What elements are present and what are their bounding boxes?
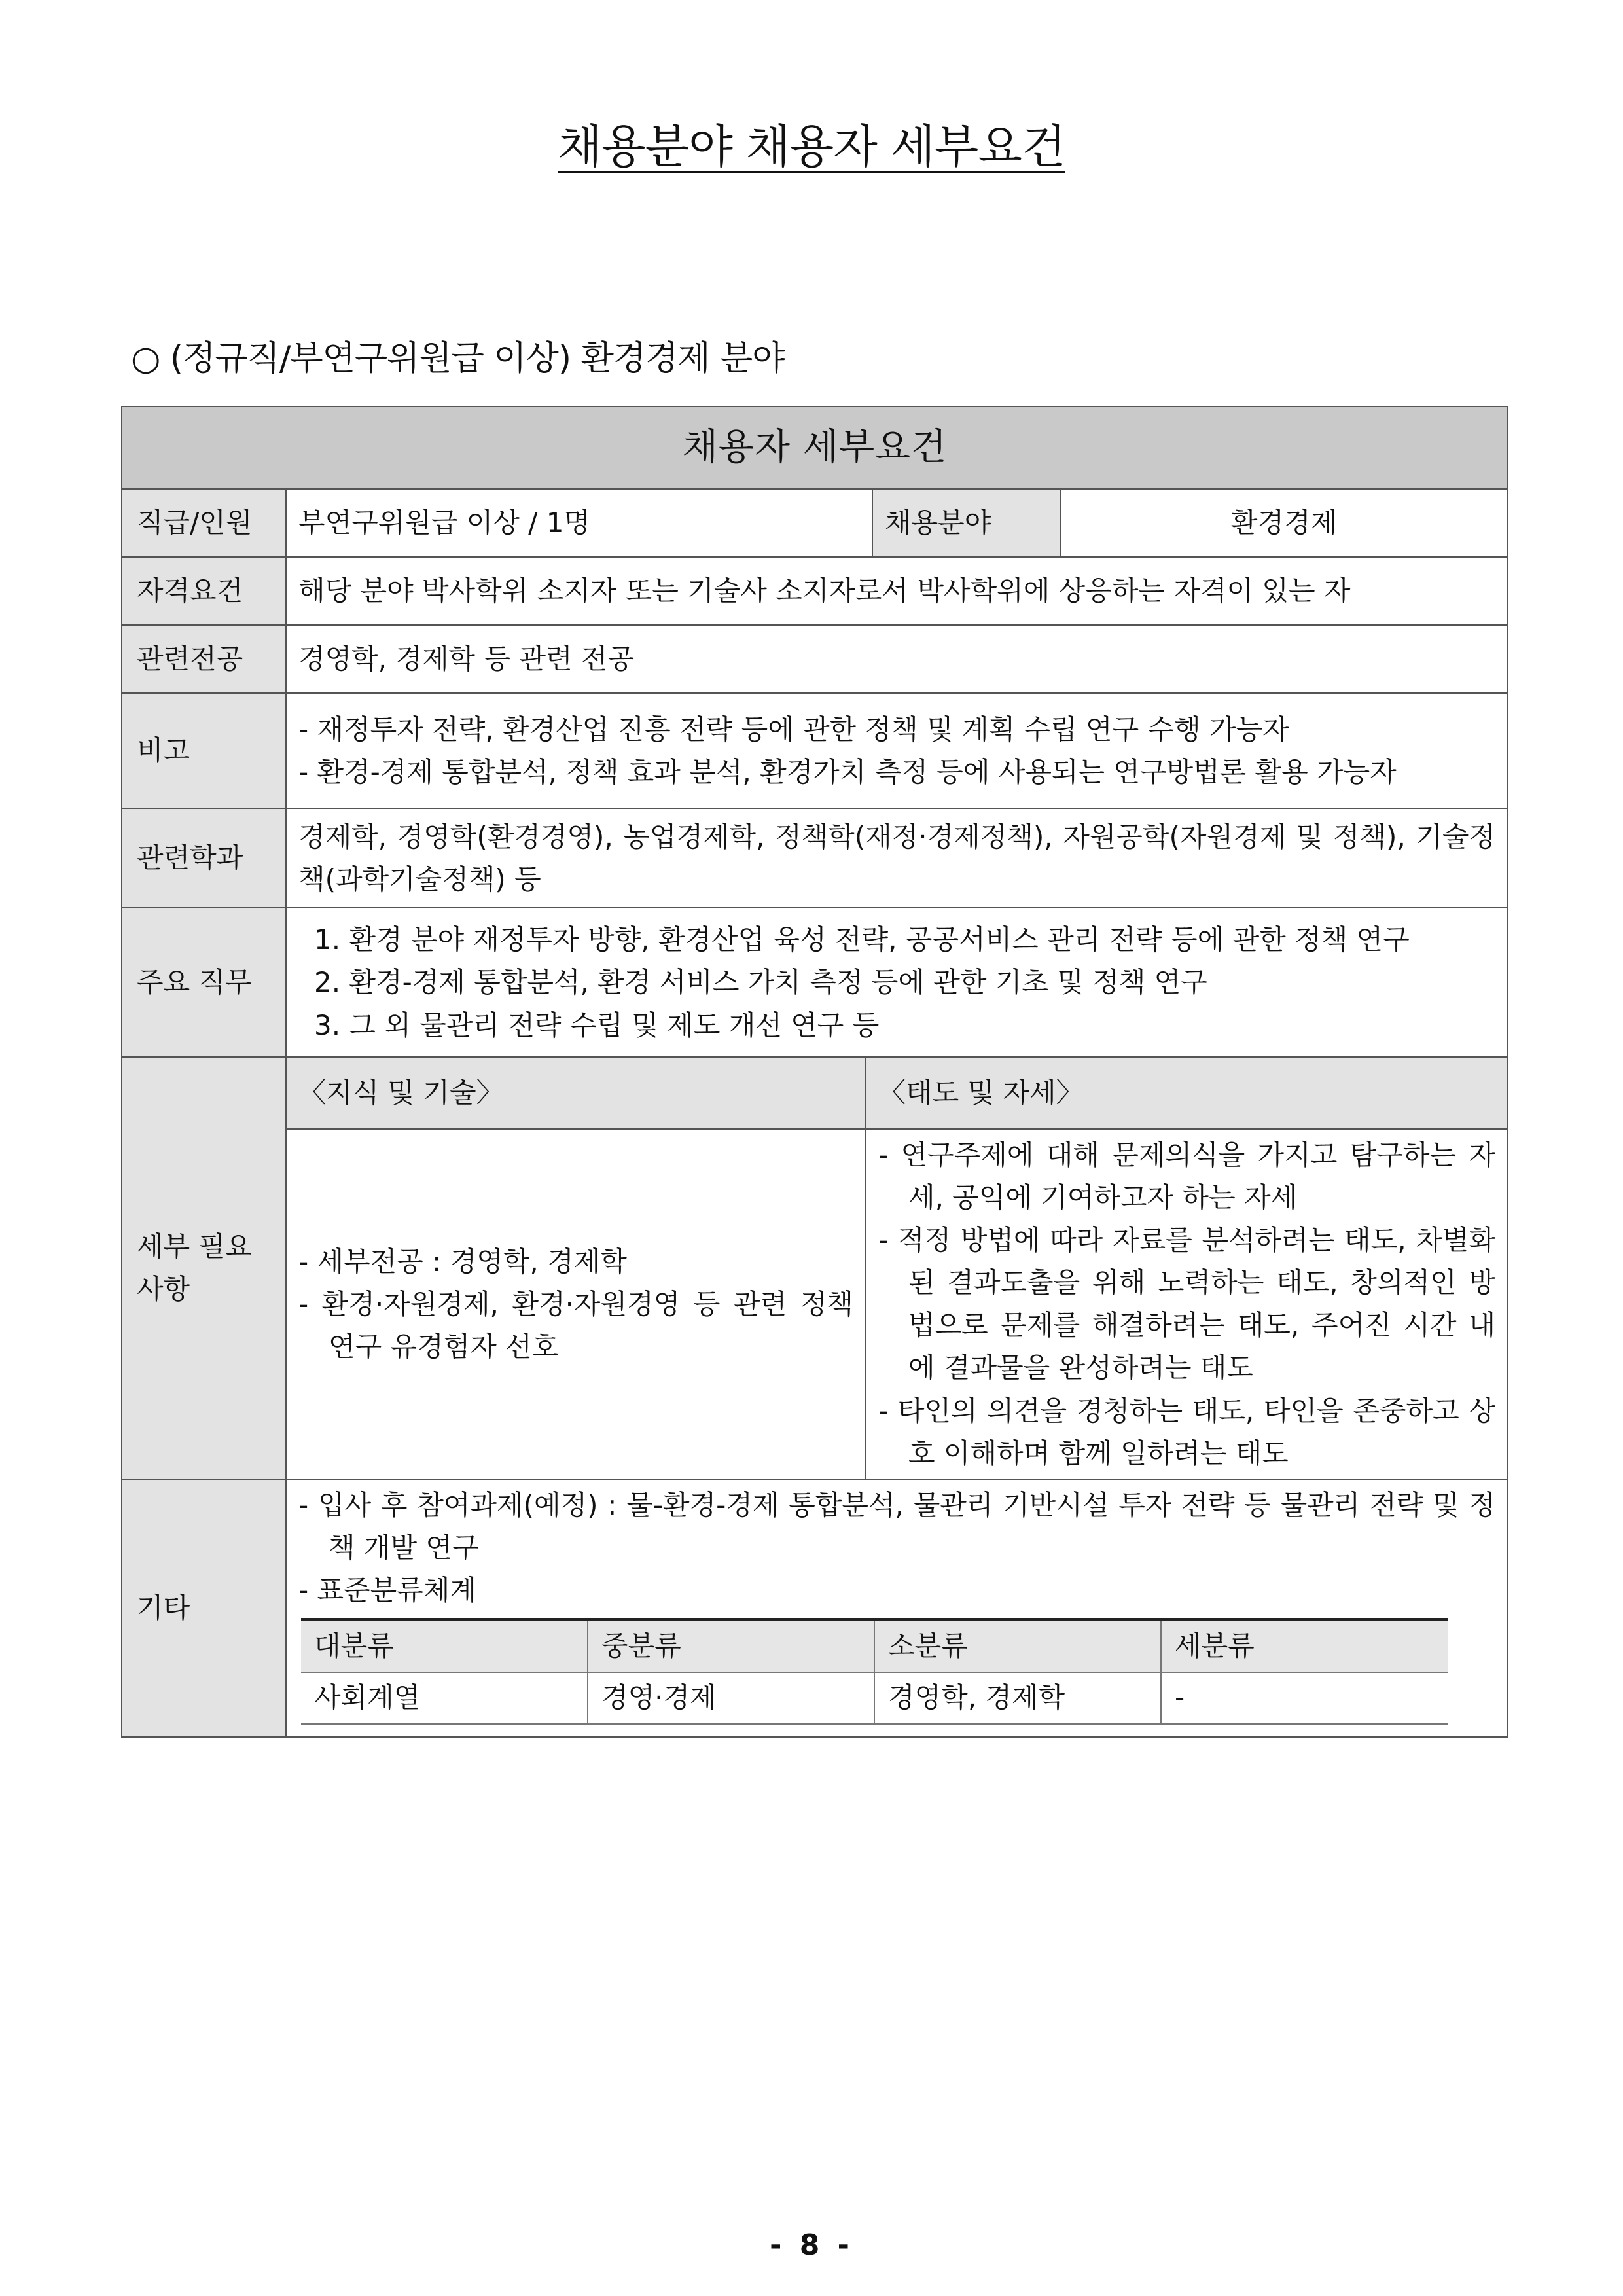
classification-cell: - (1161, 1672, 1448, 1724)
table-row (301, 1672, 1448, 1724)
classification-cell: 경영학, 경제학 (874, 1672, 1161, 1724)
details-cell (286, 1057, 1508, 1479)
page-number: - 8 - (770, 2229, 853, 2262)
table-row (122, 1057, 1508, 1479)
remarks-value (286, 693, 1508, 808)
table-row (122, 908, 1508, 1057)
table-row (122, 557, 1508, 625)
page-title: 채용분야 채용자 세부요건 (558, 120, 1065, 173)
table-row (122, 693, 1508, 808)
knowledge-list (287, 1129, 866, 1479)
knowledge-item: - 세부전공 : 경영학, 경제학 (298, 1245, 627, 1278)
duty-item: 3. 그 외 물관리 전략 수립 및 제도 개선 연구 등 (314, 1009, 880, 1041)
related-major-label: 관련전공 (122, 625, 286, 693)
classification-cell: 사회계열 (301, 1672, 588, 1724)
classification-header: 세분류 (1161, 1620, 1448, 1672)
related-dept-value: 경제학, 경영학(환경경영), 농업경제학, 정책학(재정·경제정책), 자원공학(자원경제 및 정책), 기술정책(과학기술정책) 등 (286, 808, 1508, 908)
etc-line: - 표준분류체계 (298, 1573, 476, 1606)
field-value: 환경경제 (1060, 489, 1508, 557)
classification-table (301, 1618, 1448, 1725)
rank-label: 직급/인원 (122, 489, 286, 557)
classification-header: 중분류 (588, 1620, 874, 1672)
details-grid (287, 1058, 1507, 1479)
details-label: 세부 필요사항 (122, 1057, 286, 1479)
field-label: 채용분야 (872, 489, 1060, 557)
attitude-item: - 연구주제에 대해 문제의식을 가지고 탐구하는 자세, 공익에 기여하고자 하는 자세 (878, 1139, 1496, 1214)
qualification-label: 자격요건 (122, 557, 286, 625)
etc-label: 기타 (122, 1479, 286, 1737)
duties-label: 주요 직무 (122, 908, 286, 1057)
classification-header: 대분류 (301, 1620, 588, 1672)
rank-value: 부연구위원급 이상 / 1명 (286, 489, 872, 557)
requirements-table (121, 406, 1508, 1738)
duties-value (286, 908, 1508, 1057)
etc-value (286, 1479, 1508, 1737)
section-heading: ○ (정규직/부연구위원급 이상) 환경경제 분야 (131, 339, 785, 378)
etc-line: - 입사 후 참여과제(예정) : 물-환경-경제 통합분석, 물관리 기반시설 투자 전략 등 물관리 전략 및 정책 개발 연구 (298, 1488, 1496, 1564)
attitude-list (866, 1129, 1507, 1479)
qualification-value: 해당 분야 박사학위 소지자 또는 기술사 소지자로서 박사학위에 상응하는 자격이 있는 자 (286, 557, 1508, 625)
table-row (122, 1479, 1508, 1737)
knowledge-header: 〈지식 및 기술〉 (287, 1058, 866, 1129)
remarks-line: - 재정투자 전략, 환경산업 진흥 전략 등에 관한 정책 및 계획 수립 연구 수행 가능자 (298, 713, 1289, 745)
classification-header: 소분류 (874, 1620, 1161, 1672)
table-header: 채용자 세부요건 (122, 406, 1508, 489)
related-major-value: 경영학, 경제학 등 관련 전공 (286, 625, 1508, 693)
classification-cell: 경영·경제 (588, 1672, 874, 1724)
duty-item: 2. 환경-경제 통합분석, 환경 서비스 가치 측정 등에 관한 기초 및 정책 연구 (314, 966, 1207, 999)
table-row (122, 489, 1508, 557)
knowledge-item: - 환경·자원경제, 환경·자원경영 등 관련 정책 연구 유경험자 선호 (298, 1287, 853, 1363)
attitude-header: 〈태도 및 자세〉 (866, 1058, 1507, 1129)
attitude-item: - 타인의 의견을 경청하는 태도, 타인을 존중하고 상호 이해하며 함께 일하려는 태도 (878, 1394, 1496, 1469)
table-row (122, 808, 1508, 908)
attitude-item: - 적정 방법에 따라 자료를 분석하려는 태도, 차별화된 결과도출을 위해 노력하는 태도, 창의적인 방법으로 문제를 해결하려는 태도, 주어진 시간 내에 결과물을 완성하려는 태도 (878, 1224, 1496, 1384)
table-row (122, 625, 1508, 693)
remarks-label: 비고 (122, 693, 286, 808)
duty-item: 1. 환경 분야 재정투자 방향, 환경산업 육성 전략, 공공서비스 관리 전략 등에 관한 정책 연구 (314, 924, 1410, 956)
related-dept-label: 관련학과 (122, 808, 286, 908)
remarks-line: - 환경-경제 통합분석, 정책 효과 분석, 환경가치 측정 등에 사용되는 연구방법론 활용 가능자 (298, 756, 1397, 788)
